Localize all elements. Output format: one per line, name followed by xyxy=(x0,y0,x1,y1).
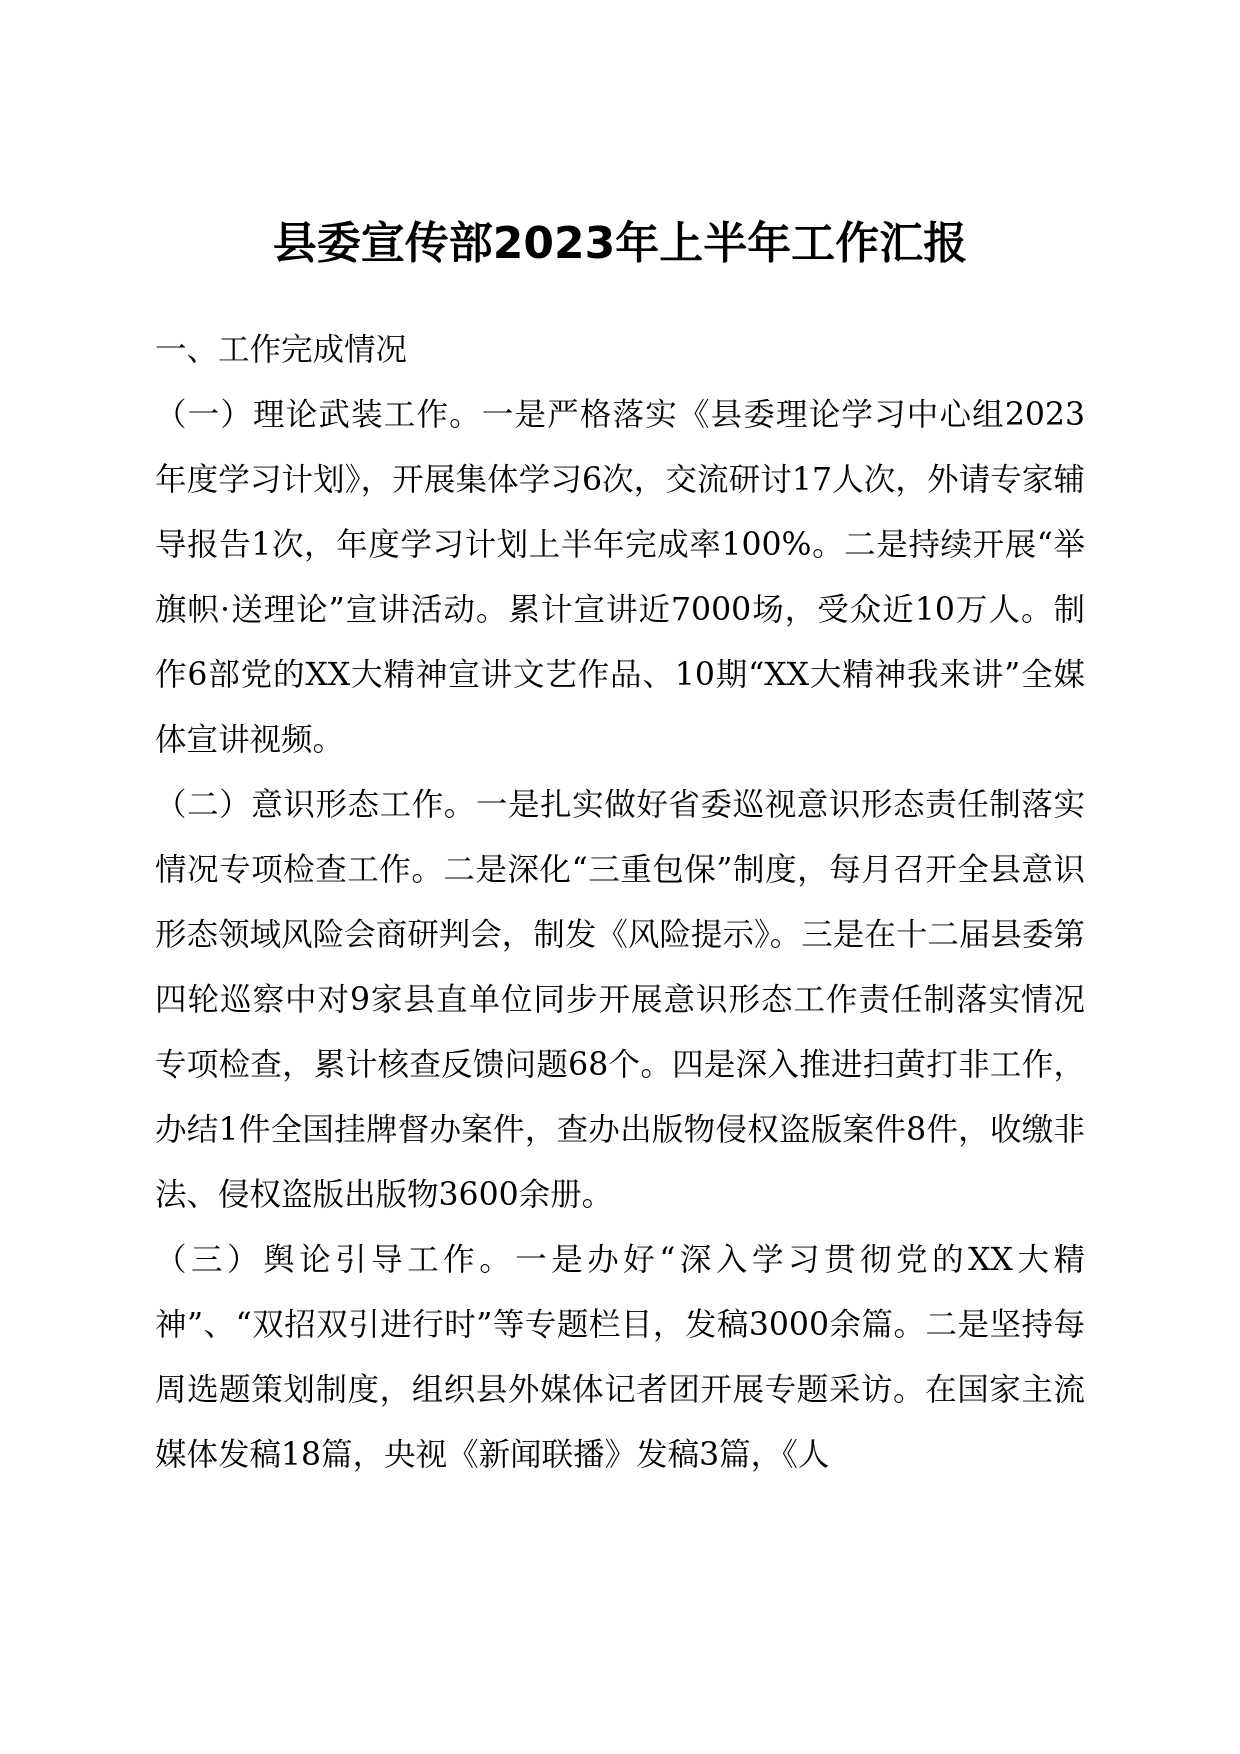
document-body xyxy=(155,318,1085,1488)
paragraph-ideology: （二）意识形态工作。一是扎实做好省委巡视意识形态责任制落实情况专项检查工作。二是深化“三重包保”制度，每月召开全县意识形态领域风险会商研判会，制发《风险提示》。三是在十二届县委第四轮巡察中对9家县直单位同步开展意识形态工作责任制落实情况专项检查，累计核查反馈问题68个。四是深入推进扫黄打非工作，办结1件全国挂牌督办案件，查办出版物侵权盗版案件8件，收缴非法、侵权盗版出版物3600余册。 xyxy=(155,787,1085,1213)
section-heading: 一、工作完成情况 xyxy=(155,332,408,368)
paragraph-theory: （一）理论武装工作。一是严格落实《县委理论学习中心组2023年度学习计划》，开展集体学习6次，交流研讨17人次，外请专家辅导报告1次，年度学习计划上半年完成率100%。二是持续开展“举旗帜·送理论”宣讲活动。累计宣讲近7000场，受众近10万人。制作6部党的XX大精神宣讲文艺作品、10期“XX大精神我来讲”全媒体宣讲视频。 xyxy=(155,397,1085,758)
paragraph-public-opinion: （三）舆论引导工作。一是办好“深入学习贯彻党的XX大精神”、“双招双引进行时”等专题栏目，发稿3000余篇。二是坚持每周选题策划制度，组织县外媒体记者团开展专题采访。在国家主流媒体发稿18篇，央视《新闻联播》发稿3篇，《人 xyxy=(155,1242,1085,1473)
document-title: 县委宣传部2023年上半年工作汇报 xyxy=(272,218,968,269)
